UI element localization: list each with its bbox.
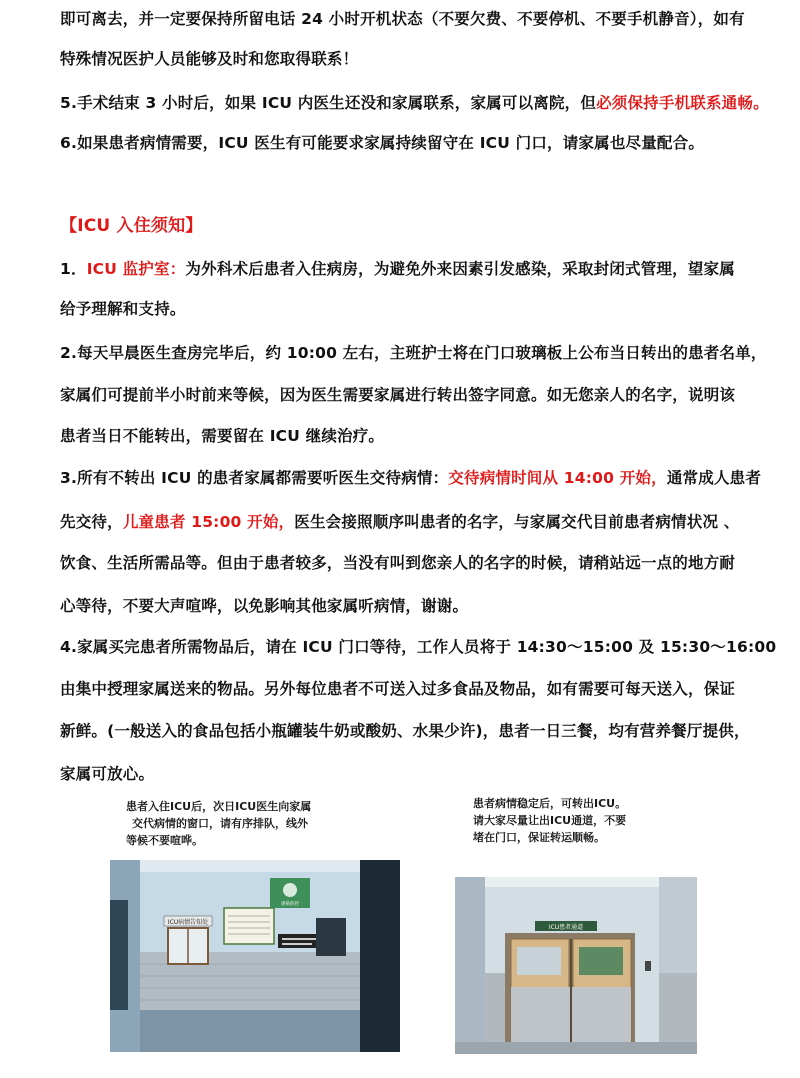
text-segment: 患者当日不能转出，需要留在 ICU 继续治疗。 xyxy=(60,427,385,445)
caption-right-line: 堵在门口，保证转运顺畅。 xyxy=(473,831,605,844)
text-segment: 医生会接照顺序叫患者的名字，与家属交代目前患者病情状况 、 xyxy=(294,513,740,531)
text-line xyxy=(60,258,760,280)
text-segment: 家属可放心。 xyxy=(60,765,155,783)
caption-left-line: 交代病情的窗口，请有序排队，线外 xyxy=(132,817,308,830)
text-segment: 即可离去，并一定要保持所留电话 24 小时开机状态（不要欠费、不要停机、不要手机静音），如有 xyxy=(60,10,745,28)
photo-icu-window-illustration xyxy=(110,860,400,1052)
text-segment: 通常成人患者 xyxy=(666,469,762,487)
caption-left-line: 患者入住ICU后，次日ICU医生向家属 xyxy=(126,800,312,813)
text-line xyxy=(60,384,760,406)
text-segment: 新鲜。(一般送入的食品包括小瓶罐装牛奶或酸奶、水果少许)，患者一日三餐，均有营养餐厅提供， xyxy=(60,722,750,740)
caption-right-line: 患者病情稳定后，可转出ICU。 xyxy=(473,797,627,810)
section-heading xyxy=(60,215,760,237)
text-line xyxy=(60,720,760,742)
text-line xyxy=(60,425,760,447)
highlight-text: ICU 监护室： xyxy=(86,260,186,278)
text-line xyxy=(60,552,760,574)
text-segment: 由集中授理家属送来的物品。另外每位患者不可送入过多食品及物品，如有需要可每天送入，保证 xyxy=(60,680,736,698)
caption-left xyxy=(126,798,311,849)
text-segment: 为外科术后患者入住病房，为避免外来因素引发感染，采取封闭式管理，望家属 xyxy=(185,260,735,278)
text-segment: 1． xyxy=(60,260,87,278)
highlight-text: 交待病情时间从 14:00 开始， xyxy=(448,469,667,487)
text-line xyxy=(60,467,760,489)
text-line xyxy=(60,132,760,154)
caption-right-line: 请大家尽量让出ICU通道，不要 xyxy=(473,814,627,827)
text-line xyxy=(60,298,760,320)
photo-icu-door-illustration xyxy=(455,877,697,1054)
photo-icu-window xyxy=(110,860,400,1052)
text-segment: 6.如果患者病情需要，ICU 医生有可能要求家属持续留守在 ICU 门口，请家属也尽量配合。 xyxy=(60,134,705,152)
text-line xyxy=(60,763,760,785)
text-line xyxy=(60,48,760,70)
caption-left-line: 等候不要喧哗。 xyxy=(126,834,203,847)
text-line xyxy=(60,595,760,617)
highlight-text: 必须保持手机联系通畅。 xyxy=(596,94,769,112)
photo-left-sign: ICU病情告知处 xyxy=(167,919,209,926)
text-line xyxy=(60,342,767,364)
photo-icu-door xyxy=(455,877,697,1054)
photo-right-sign: ICU患者通道 xyxy=(548,924,584,931)
text-segment: 2.每天早晨医生查房完毕后，约 10:00 左右，主班护士将在门口玻璃板上公布当日转出的患者名单， xyxy=(60,344,767,362)
text-segment: 给予理解和支持。 xyxy=(60,300,186,318)
caption-right xyxy=(473,795,626,846)
text-line xyxy=(60,511,760,533)
text-segment: 5.手术结束 3 小时后，如果 ICU 内医生还没和家属联系，家属可以离院，但 xyxy=(60,94,597,112)
text-segment: 特殊情况医护人员能够及时和您取得联系！ xyxy=(60,50,359,68)
text-segment: 饮食、生活所需品等。但由于患者较多，当没有叫到您亲人的名字的时候，请稍站远一点的地方耐 xyxy=(60,554,736,572)
text-segment: 4.家属买完患者所需物品后，请在 ICU 门口等待，工作人员将于 14:30～15:00 及 15:30～16:00 xyxy=(60,638,777,656)
highlight-text: 儿童患者 15:00 开始， xyxy=(122,513,295,531)
photo-left-board: 感染防控 xyxy=(281,902,299,907)
text-segment: 3.所有不转出 ICU 的患者家属都需要听医生交待病情： xyxy=(60,469,449,487)
text-segment: 先交待， xyxy=(60,513,123,531)
text-line xyxy=(60,636,777,658)
text-line xyxy=(60,8,760,30)
text-line xyxy=(60,92,769,114)
text-segment: 家属们可提前半小时前来等候，因为医生需要家属进行转出签字同意。如无您亲人的名字，说明该 xyxy=(60,386,736,404)
text-line xyxy=(60,678,760,700)
highlight-text: 【ICU 入住须知】 xyxy=(60,216,203,236)
text-segment: 心等待，不要大声喧哗，以免影响其他家属听病情，谢谢。 xyxy=(60,597,469,615)
